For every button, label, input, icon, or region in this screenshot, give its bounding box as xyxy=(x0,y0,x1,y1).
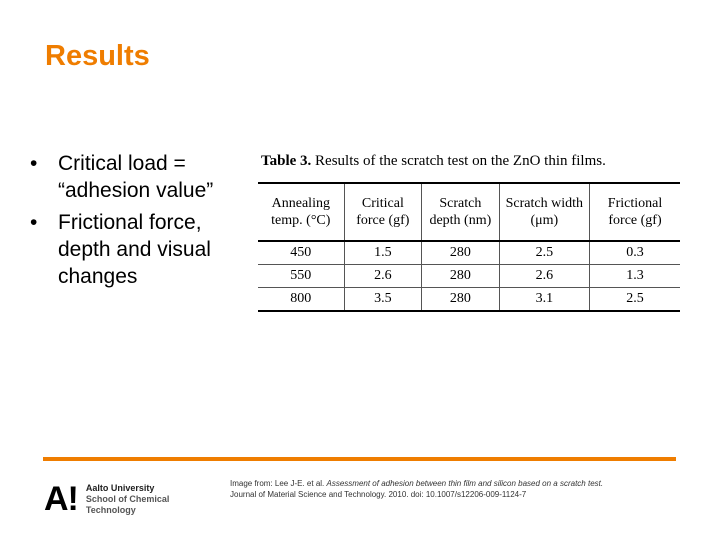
logo-school-name-line1: School of Chemical xyxy=(85,493,170,504)
credit-line-1 xyxy=(230,478,690,489)
results-table xyxy=(258,182,680,312)
table-cell: 2.5 xyxy=(590,288,680,312)
credit-title: Assessment of adhesion between thin film and silicon based on a scratch test. xyxy=(326,479,604,488)
table-caption-label: Table 3. xyxy=(261,153,312,169)
header-critical-force: Critical force (gf) xyxy=(344,183,422,241)
header-scratch-width: Scratch width (μm) xyxy=(499,183,589,241)
bullet-text: Frictional force, depth and visual changes xyxy=(58,211,211,288)
table-cell: 550 xyxy=(258,265,344,288)
table-cell: 1.3 xyxy=(590,265,680,288)
table-cell: 450 xyxy=(258,241,344,265)
bullet-item xyxy=(30,150,255,204)
table-cell: 3.1 xyxy=(499,288,589,312)
logo-school-name-line2: Technology xyxy=(85,504,136,515)
header-annealing-temp: Annealing temp. (°C) xyxy=(258,183,344,241)
table-cell: 800 xyxy=(258,288,344,312)
image-credit xyxy=(230,478,690,500)
footer-divider xyxy=(43,457,676,461)
results-table-figure xyxy=(258,153,680,312)
table-header-row xyxy=(258,183,680,241)
aalto-logo xyxy=(44,482,169,516)
table-cell: 2.6 xyxy=(344,265,422,288)
bullet-list xyxy=(30,150,255,295)
table-row xyxy=(258,241,680,265)
credit-prefix: Image from: Lee J-E. et al. xyxy=(230,479,325,488)
header-frictional-force: Frictional force (gf) xyxy=(590,183,680,241)
table-cell: 2.5 xyxy=(499,241,589,265)
bullet-dot-icon: • xyxy=(30,211,38,234)
table-row xyxy=(258,265,680,288)
logo-wordmark xyxy=(86,483,170,516)
credit-line-2: Journal of Material Science and Technology. 2010. doi: 10.1007/s12206-009-1124-7 xyxy=(230,490,527,499)
header-scratch-depth: Scratch depth (nm) xyxy=(422,183,500,241)
table-cell: 0.3 xyxy=(590,241,680,265)
table-row xyxy=(258,288,680,312)
table-caption-text: Results of the scratch test on the ZnO thin films. xyxy=(315,153,606,169)
bullet-dot-icon: • xyxy=(30,152,38,175)
aalto-logo-mark-icon: A! xyxy=(44,480,78,518)
table-caption xyxy=(261,153,680,170)
bullet-text: Critical load = “adhesion value” xyxy=(58,152,214,202)
table-cell: 3.5 xyxy=(344,288,422,312)
bullet-item xyxy=(30,209,255,290)
table-cell: 280 xyxy=(422,288,500,312)
slide-title: Results xyxy=(45,40,150,72)
table-cell: 280 xyxy=(422,265,500,288)
table-cell: 280 xyxy=(422,241,500,265)
logo-university-name: Aalto University xyxy=(85,482,155,493)
table-cell: 2.6 xyxy=(499,265,589,288)
table-cell: 1.5 xyxy=(344,241,422,265)
